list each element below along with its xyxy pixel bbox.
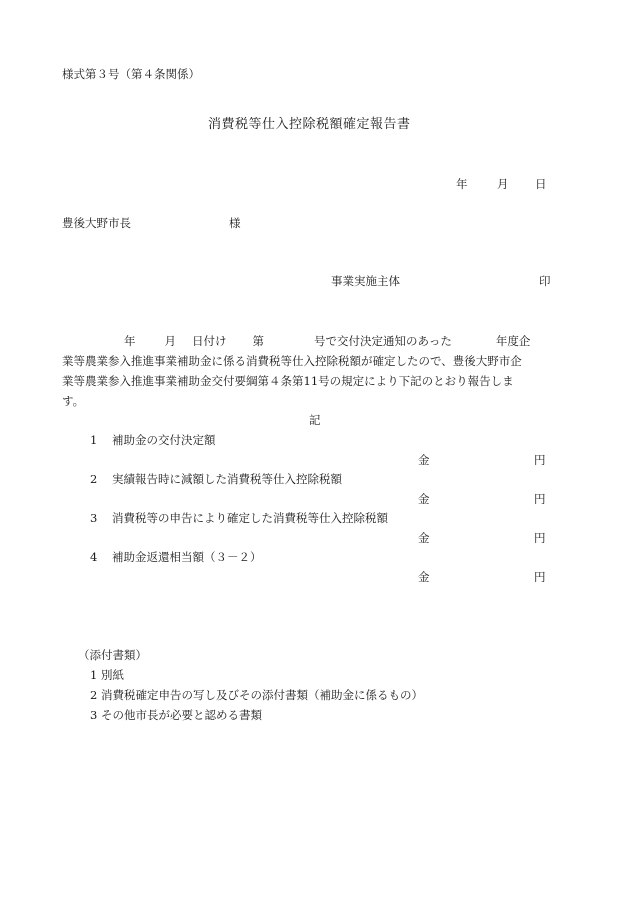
kin-label: 金 (418, 453, 430, 467)
addressee-name: 豊後大野市長 (62, 216, 131, 230)
item-label: 補助金の交付決定額 (112, 433, 216, 447)
document-title: 消費税等仕入控除税額確定報告書 (208, 117, 411, 132)
yen-label: 円 (534, 531, 546, 545)
form-number: 様式第３号（第４条関係） (62, 67, 200, 81)
body-line-3: 業等農業参入推進事業補助金交付要綱第４条第11号の規定により下記のとおり報告しま (62, 374, 514, 388)
attachment-item: 1 別紙 (90, 668, 124, 682)
attachment-item: 3 その他市長が必要と認める書類 (90, 708, 262, 722)
seal-mark: 印 (539, 274, 551, 288)
body-paragraph (62, 331, 576, 411)
kin-label: 金 (418, 570, 430, 584)
body-line-2: 業等農業参入推進事業補助金に係る消費税等仕入控除税額が確定したので、豊後大野市企 (62, 354, 522, 368)
item-label: 実績報告時に減額した消費税等仕入控除税額 (112, 472, 342, 486)
body-number-label: 第 (252, 334, 264, 348)
attachment-item: 2 消費税確定申告の写し及びその添付書類（補助金に係るもの） (90, 688, 423, 702)
yen-label: 円 (534, 453, 546, 467)
body-dated: 日付け (192, 334, 227, 348)
addressee-honorific: 様 (229, 216, 241, 230)
item-label: 補助金返還相当額（３－２） (112, 550, 262, 564)
kin-label: 金 (418, 531, 430, 545)
item-number: 4 (90, 550, 98, 564)
applicant-label: 事業実施主体 (331, 274, 400, 288)
body-line-4: す。 (62, 394, 85, 408)
date-day: 日 (535, 177, 547, 191)
attachments-heading: （添付書類） (78, 648, 147, 662)
body-notice: 号で交付決定通知のあった (314, 334, 452, 348)
yen-label: 円 (534, 492, 546, 506)
ki-heading: 記 (309, 413, 321, 427)
item-label: 消費税等の申告により確定した消費税等仕入控除税額 (112, 511, 388, 525)
body-line-1 (62, 331, 576, 351)
item-number: 1 (90, 433, 98, 447)
date-month: 月 (497, 177, 509, 191)
item-number: 3 (90, 511, 98, 525)
yen-label: 円 (534, 570, 546, 584)
body-month: 月 (164, 334, 176, 348)
item-number: 2 (90, 472, 98, 486)
date-year: 年 (456, 177, 468, 191)
body-fiscal-year: 年度企 (495, 334, 531, 348)
kin-label: 金 (418, 492, 430, 506)
body-year: 年 (124, 334, 136, 348)
